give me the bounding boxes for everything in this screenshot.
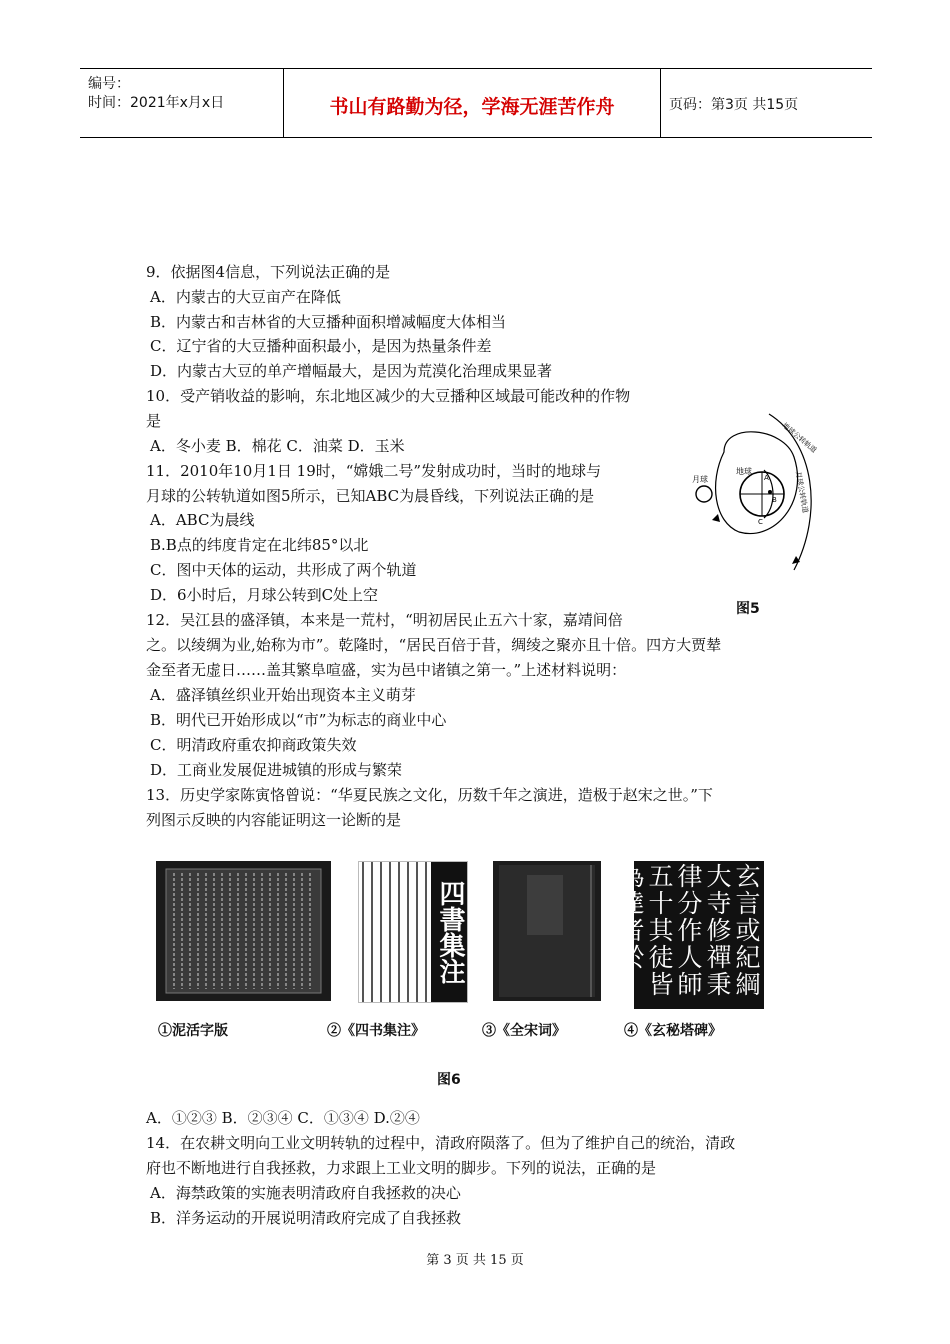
song-ci-image: [493, 861, 601, 1001]
figure-5-caption: 图5: [736, 601, 760, 617]
figure-6-caption-2: ②《四书集注》: [327, 1023, 425, 1039]
page-header: [80, 68, 872, 138]
question-9-option-b: B．内蒙古和吉林省的大豆播种面积增减幅度大体相当: [150, 313, 507, 331]
header-meta: [80, 69, 284, 137]
four-books-image: [358, 861, 468, 1003]
question-11-stem-line-1: 11．2010年10月1日 19时，“嫦娥二号”发射成功时，当时的地球与: [146, 462, 602, 480]
number-label: 编号：: [88, 76, 130, 92]
question-12-option-c: C．明清政府重农抑商政策失效: [150, 736, 357, 754]
question-12-stem-line-2: 之。以绫绸为业,始称为市”。乾隆时，“居民百倍于昔，绸绫之聚亦且十倍。四方大贾辇: [146, 636, 722, 654]
question-10-stem-line-2: 是: [146, 412, 162, 430]
mystic-pagoda-stele-image: 玄言或紀綱大寺修禪秉律分作人師五十其徒皆為達者於: [634, 861, 764, 1009]
earth-label: 地球: [736, 467, 752, 476]
question-13-stem-line-1: 13．历史学家陈寅恪曾说：“华夏民族之文化，历数千年之演进，造极于赵宋之世。”下: [146, 786, 713, 804]
question-11-option-a: A．ABC为晨线: [150, 511, 255, 529]
question-11-stem-line-2: 月球的公转轨道如图5所示，已知ABC为晨昏线，下列说法正确的是: [146, 487, 595, 505]
question-9-option-c: C．辽宁省的大豆播种面积最小，是因为热量条件差: [150, 337, 492, 355]
motto: 书山有路勤为径，学海无涯苦作舟: [329, 96, 615, 118]
question-12-stem-line-3: 金至者无虚日……盖其繁阜喧盛，实为邑中诸镇之第一。”上述材料说明：: [146, 661, 627, 679]
header-motto-cell: [284, 69, 661, 137]
moon-label: 月球: [692, 475, 708, 484]
question-11-option-c: C．图中天体的运动，共形成了两个轨道: [150, 561, 417, 579]
figure-6-caption-3: ③《全宋词》: [482, 1023, 566, 1039]
question-12-option-a: A．盛泽镇丝织业开始出现资本主义萌芽: [150, 686, 416, 704]
earth-orbit-label: 地球公转轨道: [780, 421, 819, 455]
question-11-option-d: D．6小时后，月球公转到C处上空: [150, 586, 379, 604]
question-13-stem-line-2: 列图示反映的内容能证明这一论断的是: [146, 811, 402, 829]
question-14-stem-line-1: 14．在农耕文明向工业文明转轨的过程中，清政府陨落了。但为了维护自己的统治，清政: [146, 1134, 736, 1152]
movable-type-plate-image: [156, 861, 331, 1001]
question-9-option-a: A．内蒙古的大豆亩产在降低: [150, 288, 341, 306]
point-c-label: C: [758, 518, 763, 526]
figure-6-caption: 图6: [437, 1072, 461, 1088]
header-page-cell: [661, 69, 872, 137]
question-12-stem-line-1: 12．吴江县的盛泽镇，本来是一荒村，“明初居民止五六十家，嘉靖间倍: [146, 611, 623, 629]
moon-circle: [696, 486, 712, 502]
question-14-option-a: A．海禁政策的实施表明清政府自我拯救的决心: [150, 1184, 461, 1202]
question-10-options: A．冬小麦 B．棉花 C．油菜 D．玉米: [150, 437, 405, 455]
question-9-stem: 9．依据图4信息，下列说法正确的是: [146, 263, 391, 281]
four-books-title: 四書集注: [431, 862, 467, 1002]
question-14-stem-line-2: 府也不断地进行自我拯救，力求跟上工业文明的脚步。下列的说法，正确的是: [146, 1159, 657, 1177]
question-10-stem-line-1: 10．受产销收益的影响，东北地区减少的大豆播种区域最可能改种的作物: [146, 387, 631, 405]
question-13-options: A．①②③ B．②③④ C．①③④ D.②④: [146, 1109, 420, 1127]
page-footer: 第 3 页 共 15 页: [426, 1253, 524, 1268]
point-a-label: A: [764, 474, 769, 482]
figure-6-caption-4: ④《玄秘塔碑》: [624, 1023, 722, 1039]
figure-6-caption-1: ①泥活字版: [158, 1023, 228, 1039]
question-12-option-b: B．明代已开始形成以“市”为标志的商业中心: [150, 711, 447, 729]
question-14-option-b: B．洋务运动的开展说明清政府完成了自我拯救: [150, 1209, 462, 1227]
question-12-option-d: D．工商业发展促进城镇的形成与繁荣: [150, 761, 403, 779]
date-label: 时间：2021年x月x日: [88, 95, 225, 111]
question-11-option-b: B.B点的纬度肯定在北纬85°以北: [150, 536, 369, 554]
moon-orbit-label: 月球公转轨道: [794, 470, 810, 514]
page-label: 页码：第3页 共15页: [669, 97, 799, 113]
figure-5-orbit-diagram: [684, 412, 824, 572]
question-9-option-d: D．内蒙古大豆的单产增幅最大，是因为荒漠化治理成果显著: [150, 362, 553, 380]
point-b-label: B: [772, 496, 777, 504]
